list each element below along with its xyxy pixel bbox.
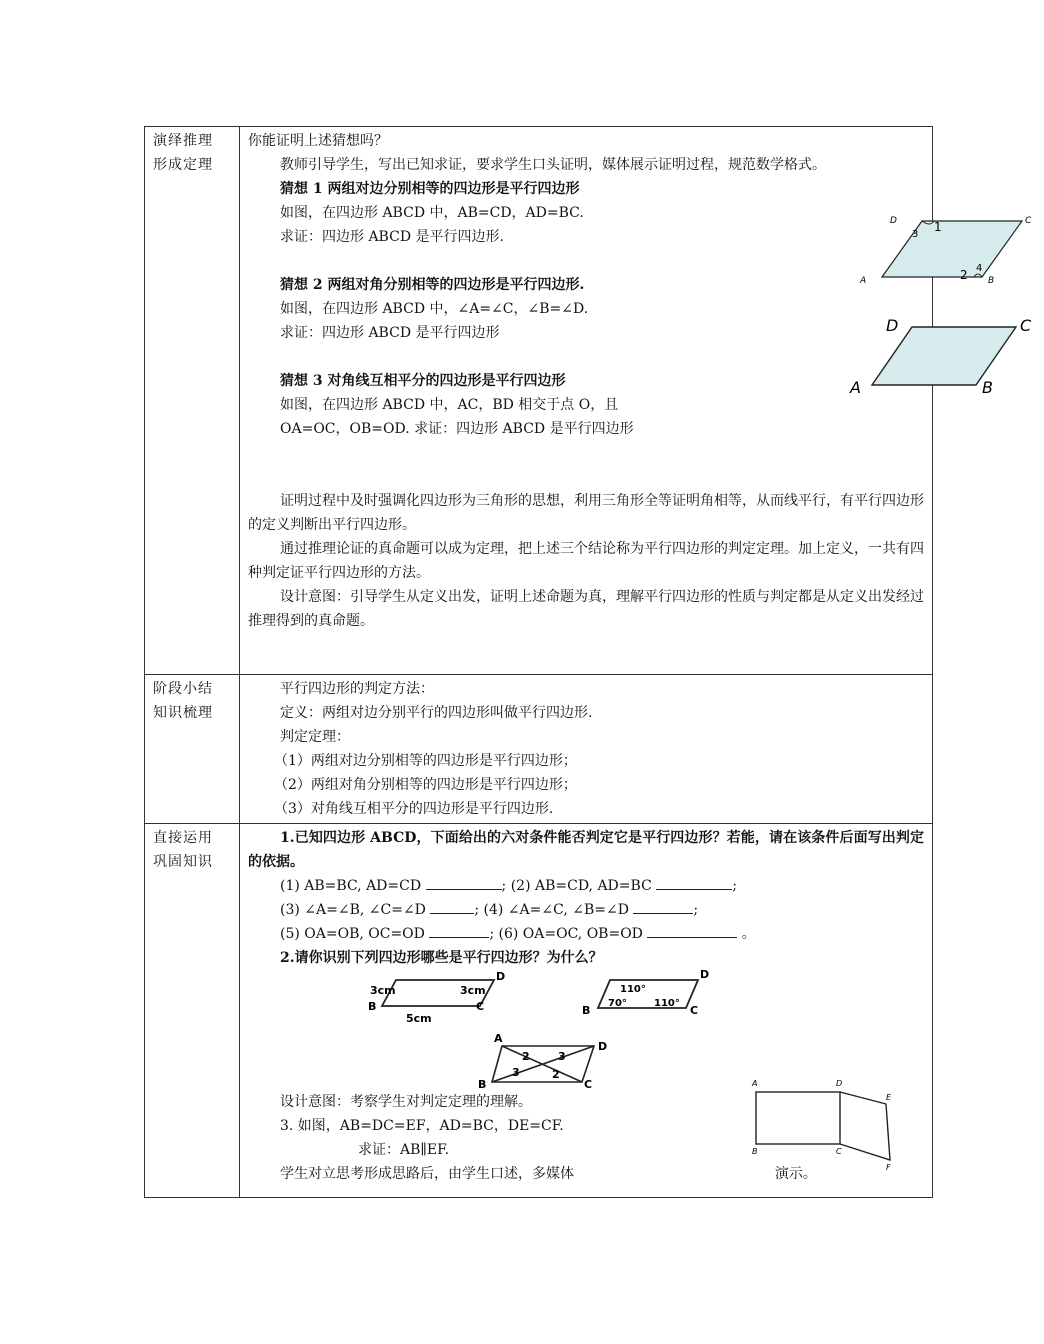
q1-row: (5) OA=OB, OC=OD ; (6) OA=OC, OB=OD 。 (248, 922, 924, 946)
q2a-label-b: B (368, 1000, 377, 1013)
fig2-label-d: D (886, 316, 899, 335)
row-direct-application (145, 824, 933, 1198)
q1-item: (1) AB=BC, AD=CD (280, 878, 422, 894)
conjecture-2-given: 如图，在四边形 ABCD 中，∠A=∠C，∠B=∠D. (280, 301, 589, 317)
row-deductive-reasoning (145, 127, 933, 675)
q2c-label-a: A (494, 1032, 503, 1045)
fig2-label-a: A (850, 378, 861, 397)
q2-figure-c (470, 1032, 610, 1090)
fig1-angle-3: 3 (912, 229, 919, 240)
q2b-label-d: D (700, 968, 710, 981)
answer-blank[interactable] (656, 875, 732, 890)
q2a-label-c: C (476, 1000, 485, 1013)
conjecture-1-title: 猜想 1 两组对边分别相等的四边形是平行四边形 (280, 181, 580, 197)
summary-line: （1）两组对边分别相等的四边形是平行四边形； (274, 753, 577, 769)
q2-figure-a (366, 972, 506, 1024)
conjecture-3-prove: OA=OC，OB=OD. 求证：四边形 ABCD 是平行四边形 (280, 421, 634, 437)
stage-line: 阶段小结 (153, 681, 213, 697)
stage-line: 直接运用 (153, 830, 213, 846)
q2c-seg-1: 2 (522, 1050, 530, 1063)
q2c-seg-2: 3 (558, 1050, 566, 1063)
q2a-bottom-length: 5cm (406, 1012, 432, 1025)
conjecture-3-given: 如图，在四边形 ABCD 中，AC，BD 相交于点 O，且 (280, 397, 619, 413)
design-intent-2: 设计意图：考察学生对判定定理的理解。 (280, 1094, 532, 1110)
fig1-angle-2: 2 (960, 268, 968, 282)
q3-label-b: B (752, 1147, 758, 1156)
fig2-label-b: B (982, 378, 993, 397)
q3-label-a: A (752, 1079, 758, 1088)
answer-blank[interactable] (633, 899, 693, 914)
q3-figure (742, 1076, 902, 1172)
q1-item: (2) AB=CD, AD=BC (510, 878, 652, 894)
question-3: 3. 如图，AB=DC=EF，AD=BC，DE=CF. (280, 1118, 564, 1134)
fig2-label-c: C (1020, 316, 1032, 335)
closing-left: 学生对立思考形成思路后，由学生口述，多媒体 (280, 1166, 574, 1182)
summary-line: （2）两组对角分别相等的四边形是平行四边形； (274, 777, 577, 793)
q2a-label-d: D (496, 970, 506, 983)
stage-cell (145, 127, 240, 675)
summary-line: 判定定理： (280, 729, 350, 745)
fig1-label-a: A (860, 276, 867, 286)
design-intent: 设计意图：引导学生从定义出发，证明上述命题为真，理解平行四边形的性质与判定都是从定义出发经过推理得到的真命题。 (248, 589, 924, 629)
fig1-label-c: C (1025, 216, 1032, 226)
q1-item: (6) OA=OC, OB=OD (498, 926, 643, 942)
conjecture-1-given: 如图，在四边形 ABCD 中，AB=CD，AD=BC. (280, 205, 584, 221)
q2a-left-length: 3cm (370, 984, 396, 997)
q3-label-e: E (886, 1093, 892, 1102)
q2b-label-b: B (582, 1004, 591, 1017)
intro-text: 你能证明上述猜想吗？ (248, 133, 388, 149)
stage-line: 形成定理 (153, 157, 213, 173)
row-stage-summary (145, 675, 933, 824)
conjecture-2-title: 猜想 2 两组对角分别相等的四边形是平行四边形. (280, 277, 585, 293)
parallelogram-figure-2 (844, 313, 1044, 399)
q2b-angle-c: 110° (654, 998, 680, 1009)
stage-cell (145, 824, 240, 1198)
answer-blank[interactable] (430, 899, 474, 914)
q2b-angle-a: 110° (620, 984, 646, 995)
content-cell (240, 824, 933, 1198)
q1-item: (5) OA=OB, OC=OD (280, 926, 425, 942)
answer-blank[interactable] (426, 875, 502, 890)
answer-blank[interactable] (429, 923, 489, 938)
theorem-paragraph: 通过推理论证的真命题可以成为定理，把上述三个结论称为平行四边形的判定定理。加上定义，一共有四种判定证平行四边形的方法。 (248, 541, 924, 581)
answer-blank[interactable] (647, 923, 737, 938)
q3-label-d: D (836, 1079, 843, 1088)
parallelogram-figure-1 (860, 209, 1040, 285)
content-cell (240, 127, 1032, 675)
content-cell (240, 675, 933, 824)
closing-right: 演示。 (774, 1166, 817, 1182)
q1-item: (4) ∠A=∠C, ∠B=∠D (483, 902, 629, 918)
q3-label-f: F (886, 1163, 891, 1172)
conjecture-2-prove: 求证：四边形 ABCD 是平行四边形 (280, 325, 500, 341)
summary-line: 定义：两组对边分别平行的四边形叫做平行四边形. (280, 705, 593, 721)
conjecture-1-prove: 求证：四边形 ABCD 是平行四边形. (280, 229, 504, 245)
fig1-angle-1: 1 (934, 220, 942, 234)
conjecture-3-title: 猜想 3 对角线互相平分的四边形是平行四边形 (280, 373, 566, 389)
q1-item: (3) ∠A=∠B, ∠C=∠D (280, 902, 426, 918)
q2c-label-d: D (598, 1040, 608, 1053)
q2c-seg-4: 2 (552, 1068, 560, 1081)
question-1: 1.已知四边形 ABCD，下面给出的六对条件能否判定它是平行四边形？若能，请在该条件后面写出判定的依据。 (248, 830, 924, 870)
fig1-label-d: D (890, 216, 897, 226)
summary-line: （3）对角线互相平分的四边形是平行四边形. (274, 801, 554, 817)
proof-paragraph: 证明过程中及时强调化四边形为三角形的思想，利用三角形全等证明角相等，从而线平行，有平行四边形的定义判断出平行四边形。 (248, 493, 924, 533)
q1-row: (3) ∠A=∠B, ∠C=∠D ; (4) ∠A=∠C, ∠B=∠D ; (248, 898, 924, 922)
q2c-label-c: C (584, 1078, 593, 1091)
fig1-angle-4: 4 (976, 263, 983, 274)
stage-line: 知识梳理 (153, 705, 213, 721)
fig1-label-b: B (988, 276, 995, 286)
q2b-label-c: C (690, 1004, 699, 1017)
lesson-table (144, 126, 1032, 1198)
question-3-prove: 求证：AB∥EF. (358, 1142, 450, 1158)
q2-figure-b (582, 968, 722, 1018)
stage-line: 巩固知识 (153, 854, 213, 870)
q1-row: (1) AB=BC, AD=CD ; (2) AB=CD, AD=BC ; (248, 874, 924, 898)
q2c-seg-3: 3 (512, 1066, 520, 1079)
stage-cell (145, 675, 240, 824)
q2c-label-b: B (478, 1078, 487, 1091)
q3-label-c: C (836, 1147, 842, 1156)
stage-line: 演绎推理 (153, 133, 213, 149)
question-2: 2.请你识别下列四边形哪些是平行四边形？为什么？ (280, 950, 603, 966)
guide-text: 教师引导学生，写出已知求证，要求学生口头证明，媒体展示证明过程，规范数学格式。 (280, 157, 826, 173)
q2b-angle-b: 70° (608, 998, 627, 1009)
q2a-right-length: 3cm (460, 984, 486, 997)
summary-line: 平行四边形的判定方法： (280, 681, 434, 697)
